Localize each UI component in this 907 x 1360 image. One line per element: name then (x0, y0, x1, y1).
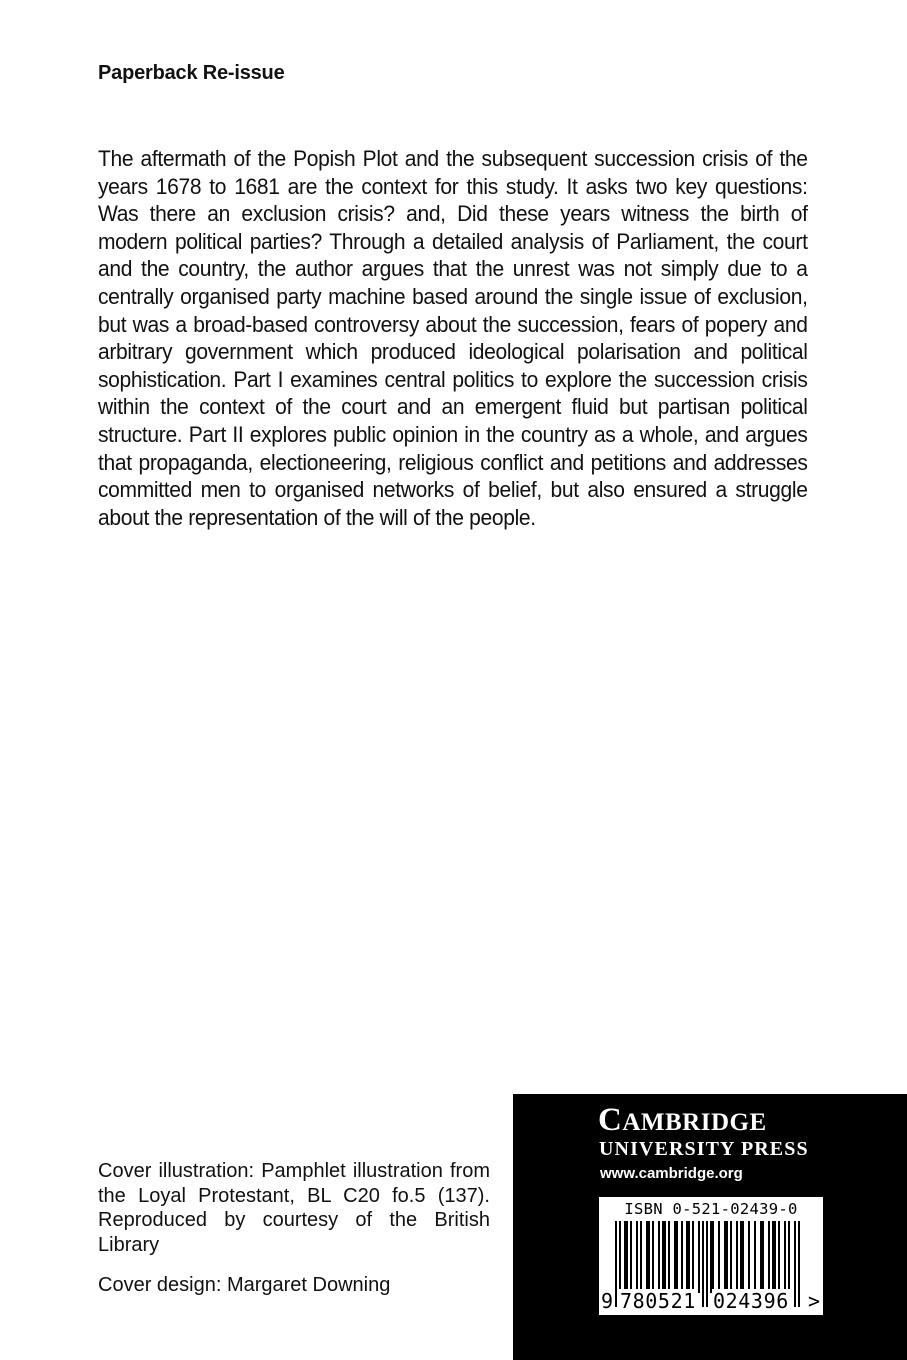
ean-left-group: 780521 (620, 1289, 696, 1313)
isbn-barcode (599, 1197, 823, 1315)
ean-right-group: 024396 (713, 1289, 789, 1313)
ean-digits (599, 1289, 823, 1313)
publisher-name-initial: C (598, 1102, 623, 1138)
quiet-zone-arrow-icon: > (808, 1289, 821, 1313)
isbn-label: ISBN 0-521-02439-0 (624, 1200, 798, 1218)
publisher-logo (598, 1102, 767, 1141)
blurb-heading: Paperback Re-issue (98, 62, 285, 84)
cover-credits (98, 1159, 490, 1298)
publisher-panel (513, 1094, 907, 1360)
cover-design-credit: Cover design: Margaret Downing (98, 1274, 391, 1297)
publisher-name-rest: AMBRIDGE (622, 1109, 767, 1136)
cover-illustration-credit: Cover illustration: Pamphlet illustration from the Loyal Protestant, BL C20 fo.5 (137). Reproduced by courtesy of the British Library (98, 1160, 490, 1256)
publisher-subtitle: UNIVERSITY PRESS (599, 1138, 809, 1160)
publisher-url: www.cambridge.org (600, 1165, 743, 1182)
ean-first-digit: 9 (601, 1289, 614, 1313)
book-description: The aftermath of the Popish Plot and the subsequent succession crisis of the years 1678 to 1681 are the context for this study. It asks two key questions: Was there an exclusion crisis? and, Did these years witness the birth of modern political parties? Through a detailed analysis of Parliament, the court and the country, the author argues that the unrest was not simply due to a centrally organised party machine based around the single issue of exclusion, but was a broad-based controversy about the succession, fears of popery and arbitrary government which produced ideological polarisation and political sophistication. Part I examines central politics to explore the succession crisis within the context of the court and an emergent fluid but partisan political structure. Part II explores public opinion in the country as a whole, and argues that propaganda, electioneering, religious conflict and petitions and addresses committed men to organised networks of belief, but also ensured a struggle about the representation of the will of the people. (98, 146, 808, 530)
